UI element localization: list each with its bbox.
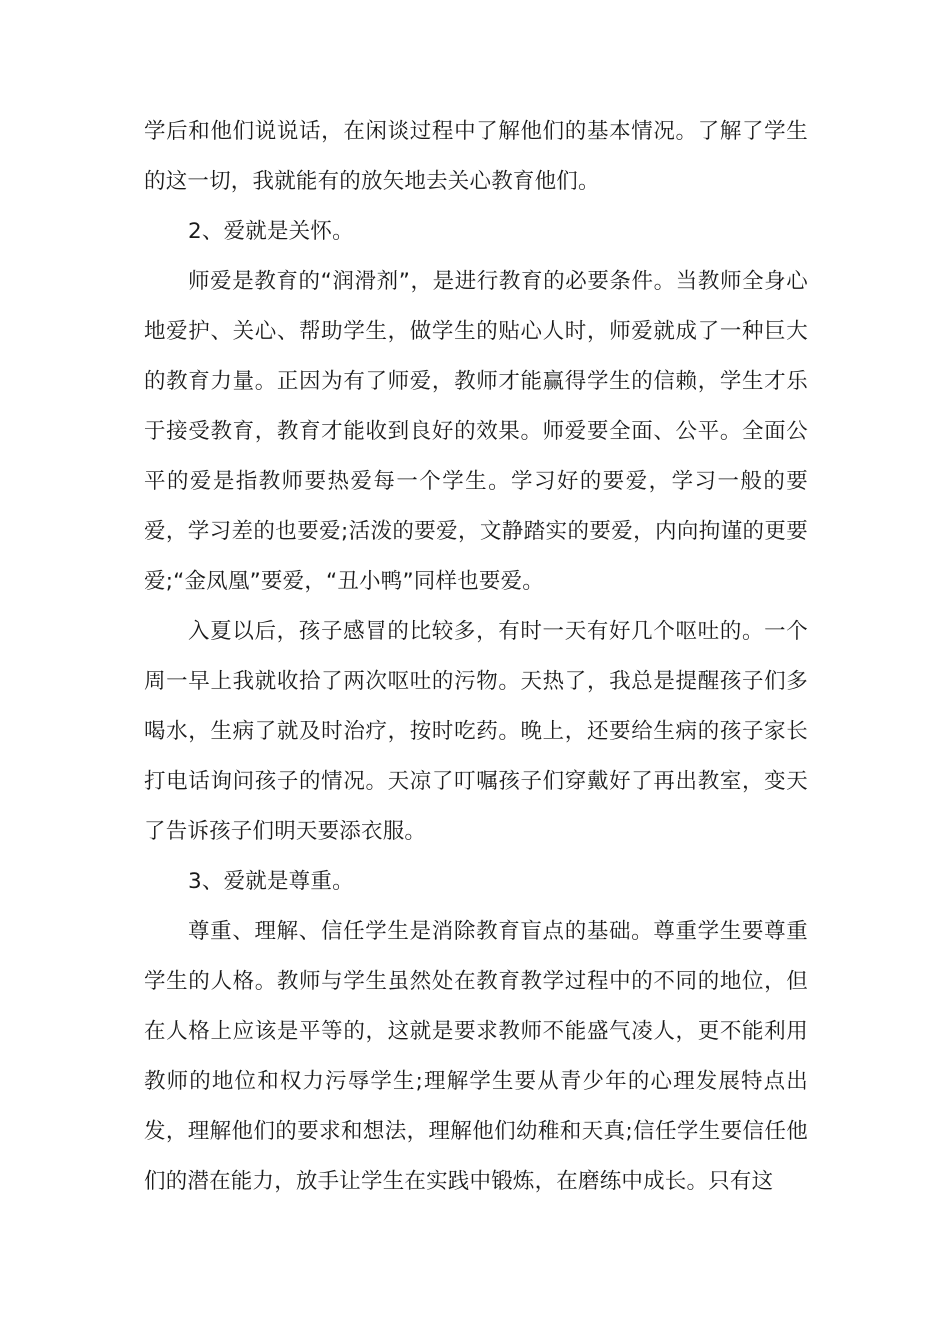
document-body — [144, 107, 808, 1207]
paragraph-respect: 尊重、理解、信任学生是消除教育盲点的基础。尊重学生要尊重学生的人格。教师与学生虽然处在教育教学过程中的不同的地位，但在人格上应该是平等的，这就是要求教师不能盛气凌人，更不能利用教师的地位和权力污辱学生;理解学生要从青少年的心理发展特点出发，理解他们的要求和想法，理解他们幼稚和天真;信任学生要信任他们的潜在能力，放手让学生在实践中锻炼，在磨练中成长。只有这 — [144, 919, 808, 1194]
section-heading-care: 2、爱就是关怀。 — [188, 219, 354, 244]
section-heading-respect: 3、爱就是尊重。 — [188, 869, 354, 894]
paragraph-summer-care: 入夏以后，孩子感冒的比较多，有时一天有好几个呕吐的。一个周一早上我就收拾了两次呕吐的污物。天热了，我总是提醒孩子们多喝水，生病了就及时治疗，按时吃药。晚上，还要给生病的孩子家长打电话询问孩子的情况。天凉了叮嘱孩子们穿戴好了再出教室，变天了告诉孩子们明天要添衣服。 — [144, 619, 808, 844]
paragraph-teacher-love: 师爱是教育的“润滑剂”，是进行教育的必要条件。当教师全身心地爱护、关心、帮助学生，做学生的贴心人时，师爱就成了一种巨大的教育力量。正因为有了师爱，教师才能赢得学生的信赖，学生才乐于接受教育，教育才能收到良好的效果。师爱要全面、公平。全面公平的爱是指教师要热爱每一个学生。学习好的要爱，学习一般的要爱，学习差的也要爱;活泼的要爱，文静踏实的要爱，内向拘谨的更要爱;“金凤凰”要爱，“丑小鸭”同样也要爱。 — [144, 269, 808, 594]
paragraph-continuation: 学后和他们说说话，在闲谈过程中了解他们的基本情况。了解了学生的这一切，我就能有的放矢地去关心教育他们。 — [144, 119, 808, 194]
